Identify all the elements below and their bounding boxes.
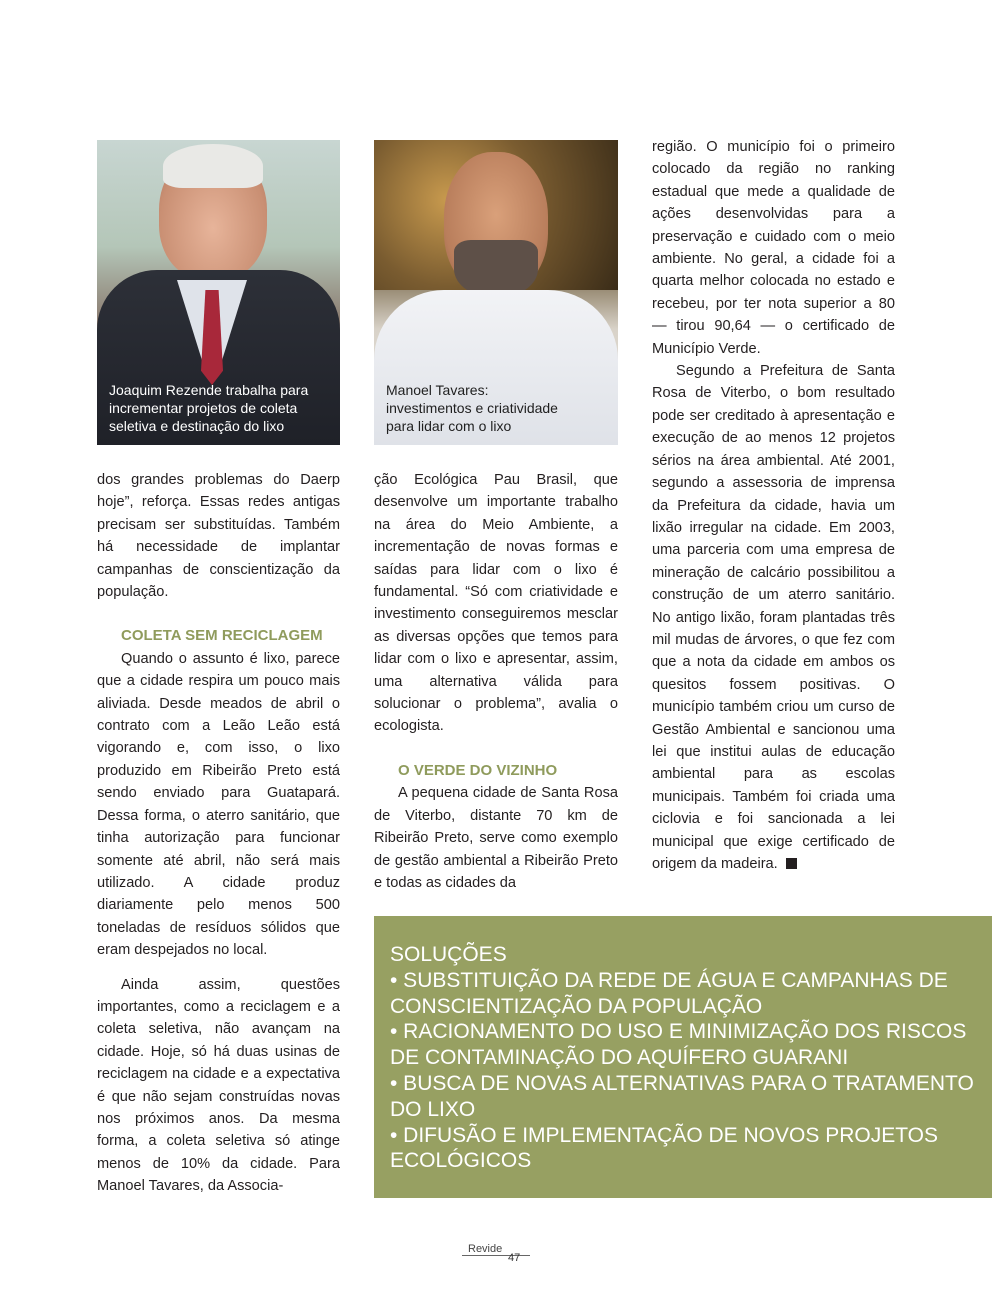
- solutions-item: • DIFUSÃO E IMPLEMENTAÇÃO DE NOVOS PROJETOS ECOLÓGICOS: [390, 1123, 938, 1173]
- paragraph: Ainda assim, questões importantes, como a reciclagem e a coleta seletiva, não avançam na cidade. Hoje, só há duas usinas de reciclagem na cidade e a expectativa é que não sejam construídas novas nos próximos anos. Da mesma forma, a coleta seletiva só atinge menos de 10% da cidade. Para Manoel Tavares, da Associa-: [97, 976, 340, 1195]
- paragraph: Quando o assunto é lixo, parece que a cidade respira um pouco mais aliviada. Desde meados de abril o contrato com a Leão Leão está vigorando e, com isso, o lixo produzido em Ribeirão Preto está sendo enviado para Guatapará. Dessa forma, o aterro sanitário, que tinha autorização para funcionar somente até abril, não será mais utilizado. A cidade produz diariamente pelo menos 500 toneladas de resíduos sólidos que eram despejados no local.: [97, 650, 340, 959]
- photo-joaquim-rezende: [97, 140, 340, 445]
- article-column-1: [97, 469, 340, 1198]
- paragraph-final: [652, 360, 895, 875]
- solutions-title: SOLUÇÕES: [390, 943, 507, 966]
- paragraph: dos grandes problemas do Daerp hoje”, reforça. Essas redes antigas precisam ser substituídas. Também há necessidade de implantar campanhas de conscientização da população.: [97, 472, 340, 601]
- magazine-name: Revide: [468, 1243, 503, 1255]
- section-heading-verde: O VERDE DO VIZINHO: [398, 761, 558, 779]
- end-of-article-mark: [786, 858, 797, 869]
- page-number: 47: [508, 1252, 521, 1264]
- paragraph: região. O município foi o primeiro colocado da região no ranking estadual que mede a qualidade de ações desenvolvidas para a preservação e cuidado com o meio ambiente. No geral, a cidade foi a quarta melhor colocada no estado e recebeu, por ter nota superior a 80 — tirou 90,64 — o certificado de Município Verde.: [652, 139, 895, 357]
- photo-caption-right: Manoel Tavares: investimentos e criatividade para lidar com o lixo: [386, 382, 558, 434]
- solutions-box: [374, 916, 992, 1198]
- photo-manoel-tavares: [374, 140, 618, 445]
- solutions-item: • BUSCA DE NOVAS ALTERNATIVAS PARA O TRATAMENTO DO LIXO: [390, 1071, 974, 1121]
- article-column-3: [652, 136, 895, 875]
- article-column-2: [374, 469, 618, 894]
- photo-caption-left: Joaquim Rezende trabalha para incrementar projetos de coleta seletiva e destinação do lixo: [109, 382, 309, 434]
- paragraph: A pequena cidade de Santa Rosa de Viterbo, distante 70 km de Ribeirão Preto, serve como exemplo de gestão ambiental a Ribeirão Preto e todas as cidades da: [374, 785, 618, 891]
- solutions-item: • RACIONAMENTO DO USO E MINIMIZAÇÃO DOS RISCOS DE CONTAMINAÇÃO DO AQUÍFERO GUARANI: [390, 1020, 967, 1070]
- paragraph: ção Ecológica Pau Brasil, que desenvolve um importante trabalho na área do Meio Ambiente, a incrementação de novas formas e saídas para lidar com o lixo é fundamental. “Só com criatividade e investimento conseguiremos mesclar as diversas opções que temos para lidar com o lixo e apresentar, assim, uma alternativa válida para solucionar o problema”, avalia o ecologista.: [374, 472, 618, 735]
- page-footer: [462, 1240, 532, 1270]
- paragraph-text: Segundo a Prefeitura de Santa Rosa de Viterbo, o bom resultado pode ser creditado à apresentação e execução de ao menos 12 projetos sérios na área ambiental. Até 2001, segundo a assessoria de imprensa da Prefeitura da cidade, havia um lixão irregular na cidade. Em 2003, uma parceria com uma empresa de mineração de calcário possibilitou a construção de um aterro sanitário. No antigo lixão, foram plantadas três mil mudas de árvores, o que fez com que a nota da cidade em ambos os quesitos fossem positivas. O município também criou um curso de Gestão Ambiental e sancionou uma lei que institui aulas de educação ambiental para as escolas municipais. Também foi criada uma ciclovia e foi sancionada a lei municipal que exige certificado de origem da madeira.: [652, 363, 895, 872]
- portrait-hair: [163, 144, 263, 188]
- section-heading-coleta: COLETA SEM RECICLAGEM: [121, 627, 323, 645]
- solutions-item: • SUBSTITUIÇÃO DA REDE DE ÁGUA E CAMPANHAS DE CONSCIENTIZAÇÃO DA POPULAÇÃO: [390, 968, 948, 1018]
